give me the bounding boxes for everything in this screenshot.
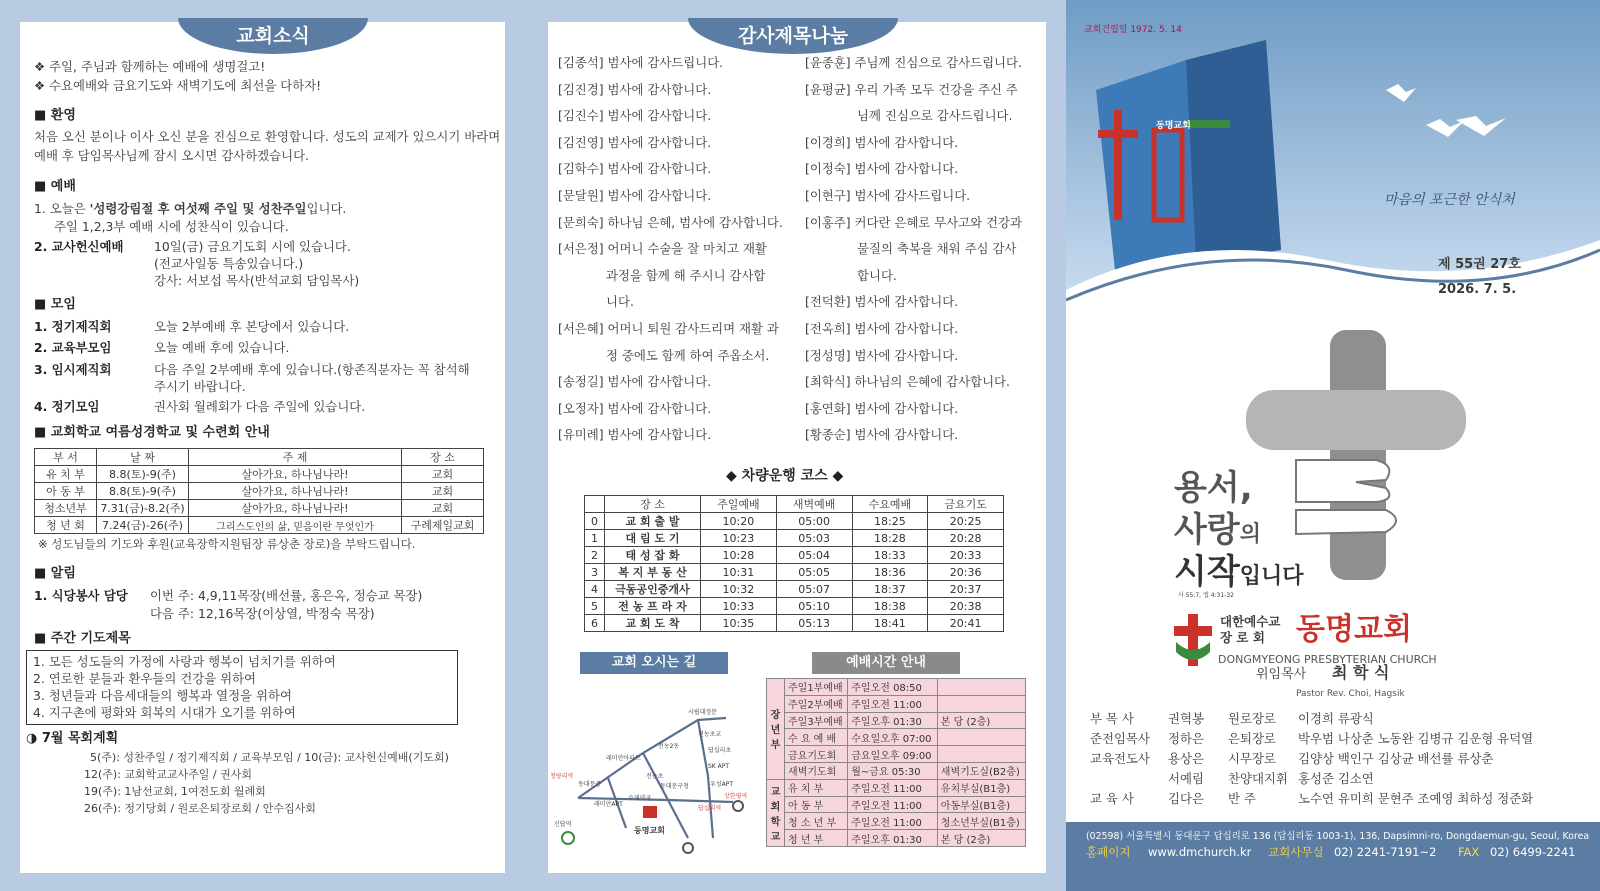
- cell: 2: [585, 547, 605, 564]
- homepage-label: 홈페이지: [1086, 845, 1131, 859]
- table-row: [585, 581, 1004, 598]
- camp-col-date: 날 짜: [97, 449, 189, 466]
- church-news-panel: [20, 22, 505, 873]
- thanks-line: [홍연화] 범사에 감사합니다.: [805, 400, 959, 416]
- map-label: 신답역: [554, 821, 572, 828]
- cell: 05:03: [776, 530, 852, 547]
- map-label: 답십리역: [698, 805, 722, 812]
- worship-1b: '성령강림절 후 여섯째 주일 및 성찬주일: [89, 201, 307, 216]
- table-row: [767, 679, 1026, 696]
- cell: 유치부실(B1층): [937, 779, 1025, 796]
- cell: 1: [585, 530, 605, 547]
- intro-line-1: ❖ 주일, 주님과 함께하는 예배에 생명걸고!: [34, 59, 266, 74]
- table-row: [585, 615, 1004, 632]
- table-row: [585, 564, 1004, 581]
- camp-note: ※ 성도님들의 기도와 후원(교육장학지원팀장 류상춘 장로)을 부탁드립니다.: [38, 537, 416, 551]
- thanks-panel: [548, 22, 1046, 873]
- cell: 18:36: [852, 564, 928, 581]
- camp-col-place: 장 소: [402, 449, 484, 466]
- plan-2: 12(주): 교회학교교사주일 / 권사회: [84, 768, 252, 781]
- thanks-title: 감사제목나눔: [688, 18, 898, 54]
- bus-table-header: [585, 496, 1004, 513]
- cell: 10:32: [701, 581, 777, 598]
- cross-hands-icon: [1236, 320, 1476, 590]
- map-label: 래미안APT: [594, 801, 623, 808]
- cell: 7.24(금)-26(주): [97, 517, 189, 534]
- cell: 금요일오후 09:00: [848, 746, 938, 763]
- cell: 8.8(토)-9(주): [97, 483, 189, 500]
- thanks-line: [문희숙] 하나님 은혜, 범사에 감사합니다.: [558, 214, 783, 230]
- cell: 살아가요, 하나님나라!: [189, 466, 402, 483]
- cell: 교회: [402, 500, 484, 517]
- cell: 05:13: [776, 615, 852, 632]
- cell: 새벽기도실(B2층): [937, 762, 1025, 779]
- map-label: 답십리초: [708, 747, 732, 754]
- thanks-line: [최학식] 하나님의 은혜에 감사합니다.: [805, 374, 1010, 390]
- cell: 20:38: [928, 598, 1004, 615]
- cell: 5: [585, 598, 605, 615]
- cell: 청 년 부: [785, 830, 848, 847]
- bus-col-place: 장 소: [605, 496, 701, 513]
- cell: 주일1부예배: [785, 679, 848, 696]
- camp-col-dept: 부 서: [35, 449, 97, 466]
- subway-icon-2: [683, 843, 693, 853]
- staff-role: 찬양대지휘: [1228, 771, 1288, 786]
- cell: 교회: [402, 483, 484, 500]
- notice-line-2: 다음 주: 12,16목장(이상열, 박정숙 목장): [150, 606, 375, 621]
- group-label: 장년부: [767, 679, 785, 780]
- table-row: [585, 530, 1004, 547]
- prayer-2: 2. 연로한 분들과 환우들의 건강을 위하여: [33, 671, 257, 686]
- table-row: [767, 830, 1026, 847]
- staff-role: 시무장로: [1228, 751, 1276, 766]
- map-label: SK APT: [708, 763, 730, 770]
- church-news-title: 교회소식: [178, 18, 368, 54]
- welcome-heading: ■ 환영: [34, 108, 76, 123]
- cell: 복 지 부 동 산: [605, 564, 701, 581]
- staff-role: 반 주: [1228, 791, 1256, 806]
- bus-title: ◆ 차량운행 코스 ◆: [726, 468, 844, 484]
- thanks-line: [정성명] 범사에 감사합니다.: [805, 347, 959, 363]
- staff-name: 권혁봉: [1168, 711, 1204, 726]
- denomination-1: 대한예수교: [1220, 614, 1281, 629]
- map-label: 전농초: [646, 773, 664, 780]
- staff-name: 김다은: [1168, 791, 1204, 806]
- bus-col-dawn: 새벽예배: [776, 496, 852, 513]
- cell: 05:07: [776, 581, 852, 598]
- office-label: 교회사무실: [1268, 845, 1324, 859]
- cell: 3: [585, 564, 605, 581]
- cell: 청소년부: [35, 500, 97, 517]
- camp-heading: ■ 교회학교 여름성경학교 및 수련회 안내: [34, 425, 270, 440]
- cell: 수 요 예 배: [785, 729, 848, 746]
- prayer-heading: ■ 주간 기도제목: [34, 631, 131, 646]
- headline-2b: 의: [1239, 522, 1261, 547]
- cell: 아동부실(B1층): [937, 796, 1025, 813]
- pastor-label: 위임목사: [1256, 667, 1307, 682]
- cell: 금요기도회: [785, 746, 848, 763]
- meeting-1-text: 오늘 2부예배 후 본당에서 있습니다.: [154, 319, 350, 334]
- cell: 주일오후 01:30: [848, 830, 938, 847]
- cell: 주일2부예배: [785, 695, 848, 712]
- cell: 20:28: [928, 530, 1004, 547]
- worship-item-1: [34, 200, 346, 217]
- thanks-line: [김종석] 범사에 감사드립니다.: [558, 55, 724, 70]
- table-row: [35, 466, 484, 483]
- thanks-line: [황종순] 범사에 감사합니다.: [805, 427, 959, 443]
- map-label-church: 동명교회: [634, 826, 665, 835]
- fax-label: FAX: [1458, 845, 1480, 859]
- staff-role: 교육전도사: [1090, 751, 1150, 766]
- map-label: 장한평역: [724, 793, 748, 800]
- table-row: [585, 598, 1004, 615]
- cell: [937, 695, 1025, 712]
- cell: 6: [585, 615, 605, 632]
- table-row: [35, 500, 484, 517]
- staff-name: 김양상 백인구 김상균 배선률 류상춘: [1298, 751, 1494, 766]
- worship-1d: 주일 1,2,3부 예배 시에 성찬식이 있습니다.: [54, 219, 289, 234]
- thanks-line: 님께 진심으로 감사드립니다.: [857, 108, 1013, 124]
- cross-icon: [1114, 110, 1122, 220]
- cell: 05:00: [776, 513, 852, 530]
- cell: 아 동 부: [785, 796, 848, 813]
- cell: 10:31: [701, 564, 777, 581]
- cell: 청 소 년 부: [785, 813, 848, 830]
- bus-table: [584, 495, 1004, 632]
- map-label: 수재약국: [628, 795, 652, 802]
- thanks-line: [이현구] 범사에 감사드립니다.: [805, 188, 971, 203]
- cell: 유 치 부: [35, 466, 97, 483]
- headline-3a: 시작: [1174, 552, 1240, 592]
- worship-2-line-1: 10일(금) 금요기도회 시에 있습니다.: [154, 239, 351, 254]
- headline-3b: 입니다: [1239, 564, 1304, 589]
- thanks-line: [서은정] 어머니 수술을 잘 마치고 재활: [558, 241, 767, 257]
- cell: 주일오전 11:00: [848, 813, 938, 830]
- thanks-line: [오정자] 범사에 감사합니다.: [558, 400, 712, 416]
- cell: 주일오후 01:30: [848, 712, 938, 729]
- staff-name: 서예림: [1168, 771, 1204, 786]
- church-name-en: DONGMYEONG PRESBYTERIAN CHURCH: [1218, 653, 1437, 666]
- map-label: 전농초교: [698, 731, 722, 738]
- bus-col-wednesday: 수요예배: [852, 496, 928, 513]
- cell: 8.8(토)-9(주): [97, 466, 189, 483]
- table-row: [767, 779, 1026, 796]
- cell: 주일오전 11:00: [848, 779, 938, 796]
- map-label: 우성APT: [710, 781, 733, 788]
- cell: 18:25: [852, 513, 928, 530]
- cover-volume: 제 55권 27호: [1438, 257, 1521, 272]
- meeting-heading: ■ 모임: [34, 297, 76, 312]
- thanks-line: [김진경] 범사에 감사합니다.: [558, 81, 712, 97]
- thanks-line: [서은혜] 어머니 퇴원 감사드리며 재활 과: [558, 321, 779, 336]
- worship-2-line-3: 강사: 서보섭 목사(반석교회 담임목사): [154, 273, 360, 288]
- thanks-line: [이정숙] 범사에 감사합니다.: [805, 161, 959, 177]
- table-row: [767, 729, 1026, 746]
- cell: 주일오전 11:00: [848, 695, 938, 712]
- cell: 주일3부예배: [785, 712, 848, 729]
- pastor-name-en: Pastor Rev. Choi, Hagsik: [1296, 689, 1405, 699]
- welcome-line-1: 처음 오신 분이나 이사 오신 분을 진심으로 환영합니다. 성도의 교제가 있으시기 바라며: [34, 129, 501, 144]
- thanks-line: [이경희] 범사에 감사합니다.: [805, 134, 959, 150]
- map-label: 전농2동: [658, 743, 680, 750]
- cell: 18:41: [852, 615, 928, 632]
- map-label: 래미안아파트: [606, 755, 641, 762]
- worship-heading: ■ 예배: [34, 179, 76, 194]
- cell: 태 성 잡 화: [605, 547, 701, 564]
- staff-role: 교 육 사: [1090, 791, 1134, 806]
- map-label: 동대문중: [578, 781, 602, 788]
- table-row: [35, 483, 484, 500]
- cell: [937, 746, 1025, 763]
- thanks-line: 정 중에도 함께 하여 주옵소서.: [606, 347, 770, 363]
- thanks-line: [전옥희] 범사에 감사합니다.: [805, 321, 959, 336]
- staff-name: 노수연 유미희 문현주 조예영 최하성 정준화: [1298, 791, 1534, 806]
- cell: 20:37: [928, 581, 1004, 598]
- staff-role: 준전임목사: [1090, 731, 1150, 746]
- thanks-line: [김학수] 범사에 감사합니다.: [558, 161, 712, 177]
- thanks-line: [유미례] 범사에 감사합니다.: [558, 427, 712, 443]
- thanks-line: [이홍주] 커다란 은혜로 무사고와 건강과: [805, 214, 1022, 230]
- cell: [937, 679, 1025, 696]
- map-label: 청량리역: [550, 773, 574, 780]
- church-marker-icon: [643, 806, 657, 818]
- table-row: [767, 813, 1026, 830]
- cell: 18:28: [852, 530, 928, 547]
- table-row: [35, 517, 484, 534]
- headline-2: [1174, 510, 1261, 555]
- footer-bar: [1066, 822, 1600, 891]
- plan-1: 5(주): 성찬주일 / 정기제직회 / 교육부모임 / 10(금): 교사헌신예배(기도회): [90, 751, 449, 764]
- intro-line-2: ❖ 수요예배와 금요기도와 새벽기도에 최선을 다하자!: [34, 78, 322, 93]
- cell: 10:20: [701, 513, 777, 530]
- cell: 20:41: [928, 615, 1004, 632]
- meeting-4-text: 권사회 월례회가 다음 주일에 있습니다.: [154, 399, 366, 414]
- thanks-line: [송정길] 범사에 감사합니다.: [558, 374, 712, 390]
- prayer-box: [26, 650, 458, 725]
- thanks-line: 물질의 축복을 채워 주심 감사: [857, 241, 1017, 257]
- cell: 수요일오후 07:00: [848, 729, 938, 746]
- table-row: [585, 513, 1004, 530]
- camp-col-theme: 주 제: [189, 449, 402, 466]
- cell: 청소년부실(B1층): [937, 813, 1025, 830]
- cell: 4: [585, 581, 605, 598]
- address: (02598) 서울특별시 동대문구 답십리로 136 (답십리동 1003-1), 136, Dapsimni-ro, Dongdaemun-gu, Seoul, Korea: [1086, 831, 1590, 842]
- map-title: 교회 오시는 길: [580, 652, 728, 674]
- headline-verse: 사 55:7, 엡 4:31-32: [1178, 592, 1234, 599]
- church-logo-icon: [1172, 612, 1214, 668]
- staff-name: 이경희 류광식: [1298, 711, 1374, 726]
- cell: 대 림 도 기: [605, 530, 701, 547]
- camp-table: [34, 448, 484, 534]
- welcome-line-2: 예배 후 담임목사님께 잠시 오시면 감사하겠습니다.: [34, 148, 309, 163]
- cell: 본 당 (2층): [937, 830, 1025, 847]
- thanks-line: [김진수] 범사에 감사합니다.: [558, 108, 712, 124]
- meeting-2-label: 2. 교육부모임: [34, 340, 112, 355]
- cell: 05:05: [776, 564, 852, 581]
- bus-col-no: [585, 496, 605, 513]
- cell: 교 회 출 발: [605, 513, 701, 530]
- cell: 18:33: [852, 547, 928, 564]
- cell: 주일오전 08:50: [848, 679, 938, 696]
- map-drawing: [548, 678, 758, 858]
- cell: 18:37: [852, 581, 928, 598]
- prayer-1: 1. 모든 성도들의 가정에 사랑과 행복이 넘치기를 위하여: [33, 654, 336, 669]
- cover-panel: [1066, 0, 1600, 891]
- cell: 20:25: [928, 513, 1004, 530]
- cell: 극동공인중개사: [605, 581, 701, 598]
- worship-1a: 1. 오늘은: [34, 201, 86, 216]
- staff-role: 은퇴장로: [1228, 731, 1276, 746]
- worship-times-table: [766, 678, 1026, 847]
- thanks-line: 과정을 함께 해 주시니 감사합: [606, 267, 766, 283]
- cell: 10:35: [701, 615, 777, 632]
- staff-role: 원로장로: [1228, 711, 1276, 726]
- cell: 청 년 회: [35, 517, 97, 534]
- notice-line-1: 이번 주: 4,9,11목장(배선률, 홍은옥, 정승교 목장): [150, 588, 423, 603]
- office-phone: 02) 2241-7191~2: [1334, 845, 1437, 859]
- pastor-name: 최 학 식: [1332, 663, 1390, 682]
- cell: 교회: [402, 466, 484, 483]
- cell: 10:33: [701, 598, 777, 615]
- meeting-2-text: 오늘 예배 후에 있습니다.: [154, 340, 290, 355]
- cell: 05:10: [776, 598, 852, 615]
- building-sign: 동명교회: [1156, 121, 1191, 131]
- headline-2a: 사랑: [1174, 510, 1240, 550]
- group-label: 교회학교: [767, 779, 785, 846]
- cell: 20:36: [928, 564, 1004, 581]
- staff-name: 용상은: [1168, 751, 1204, 766]
- plan-heading: ◑ 7월 목회계획: [26, 731, 119, 746]
- headline-3: [1174, 552, 1303, 597]
- cell: 새벽기도회: [785, 762, 848, 779]
- staff-name: 홍성준 김소연: [1298, 771, 1374, 786]
- subway-icon: [562, 832, 574, 844]
- thanks-line: [윤평균] 우리 가족 모두 건강을 주신 주: [805, 81, 1018, 97]
- cell: 10:23: [701, 530, 777, 547]
- church-name: 동명교회: [1296, 612, 1412, 647]
- staff-role: 부 목 사: [1090, 711, 1134, 726]
- map-label: 동대문구청: [660, 783, 689, 790]
- thanks-line: [김진영] 범사에 감사합니다.: [558, 134, 712, 150]
- cell: 그리스도인의 삶, 믿음이란 무엇인가: [189, 517, 402, 534]
- worship-2-line-2: (전교사일동 특송있습니다.): [154, 256, 304, 271]
- cell: 본 당 (2층): [937, 712, 1025, 729]
- cell: 아 동 부: [35, 483, 97, 500]
- plan-4: 26(주): 정기당회 / 원로은퇴장로회 / 안수집사회: [84, 802, 316, 815]
- cell: 10:28: [701, 547, 777, 564]
- meeting-3-label: 3. 임시제직회: [34, 362, 112, 377]
- cover-date: 2026. 7. 5.: [1438, 282, 1517, 297]
- table-row: [767, 796, 1026, 813]
- cell: 월~금요 05:30: [848, 762, 938, 779]
- times-title: 예배시간 안내: [812, 652, 960, 674]
- map-label: 시립대정문: [688, 709, 717, 716]
- cell: [937, 729, 1025, 746]
- worship-1c: 입니다.: [306, 201, 347, 216]
- cell: 05:04: [776, 547, 852, 564]
- table-row: [585, 547, 1004, 564]
- prayer-3: 3. 청년들과 다음세대들의 행복과 열정을 위하여: [33, 688, 292, 703]
- meeting-3-text: 다음 주일 2부예배 후에 있습니다.(항존직분자는 꼭 참석해: [154, 362, 470, 377]
- fax-number: 02) 6499-2241: [1490, 845, 1576, 859]
- table-row: [767, 712, 1026, 729]
- bus-col-friday: 금요기도: [928, 496, 1004, 513]
- table-row: [767, 695, 1026, 712]
- table-row: [767, 746, 1026, 763]
- staff-name: 정하은: [1168, 731, 1204, 746]
- cell: 7.31(금)-8.2(주): [97, 500, 189, 517]
- cell: 유 치 부: [785, 779, 848, 796]
- thanks-line: [전덕환] 범사에 감사합니다.: [805, 294, 959, 310]
- worship-2-label: 2. 교사헌신예배: [34, 239, 124, 254]
- thanks-line: [윤종훈] 주님께 진심으로 감사드립니다.: [805, 55, 1022, 70]
- prayer-4: 4. 지구촌에 평화와 회복의 시대가 오기를 위하여: [33, 705, 296, 720]
- cell: 주일오전 11:00: [848, 796, 938, 813]
- staff-name: 박우범 나상춘 노동완 김병규 김운형 유덕열: [1298, 731, 1534, 746]
- cell: 교 회 도 착: [605, 615, 701, 632]
- plan-3: 19(주): 1남선교회, 1여전도회 월례회: [84, 785, 266, 798]
- bus-col-sunday: 주일예배: [701, 496, 777, 513]
- thanks-line: [문달원] 범사에 감사합니다.: [558, 188, 712, 203]
- cell: 20:33: [928, 547, 1004, 564]
- building-date: 교회건립일 1972. 5. 14: [1084, 25, 1182, 35]
- thanks-line: 합니다.: [857, 267, 897, 283]
- thanks-line: 니다.: [606, 294, 634, 310]
- cover-slogan: 마음의 포근한 안식처: [1384, 192, 1515, 208]
- meeting-4-label: 4. 정기모임: [34, 399, 100, 414]
- denomination-2: 장 로 회: [1220, 630, 1265, 645]
- cell: 살아가요, 하나님나라!: [189, 500, 402, 517]
- cell: 0: [585, 513, 605, 530]
- notice-label: 1. 식당봉사 담당: [34, 588, 128, 603]
- homepage-link[interactable]: www.dmchurch.kr: [1148, 845, 1252, 859]
- meeting-1-label: 1. 정기제직회: [34, 319, 112, 334]
- camp-table-header: [35, 449, 484, 466]
- notice-heading: ■ 알림: [34, 566, 76, 581]
- cell: 구례제일교회: [402, 517, 484, 534]
- cell: 18:38: [852, 598, 928, 615]
- meeting-3-text-2: 주시기 바랍니다.: [154, 379, 246, 394]
- table-row: [767, 762, 1026, 779]
- cell: 전 농 프 라 자: [605, 598, 701, 615]
- cell: 살아가요, 하나님나라!: [189, 483, 402, 500]
- subway-icon-3: [733, 801, 743, 811]
- headline-1: 용서,: [1174, 468, 1253, 508]
